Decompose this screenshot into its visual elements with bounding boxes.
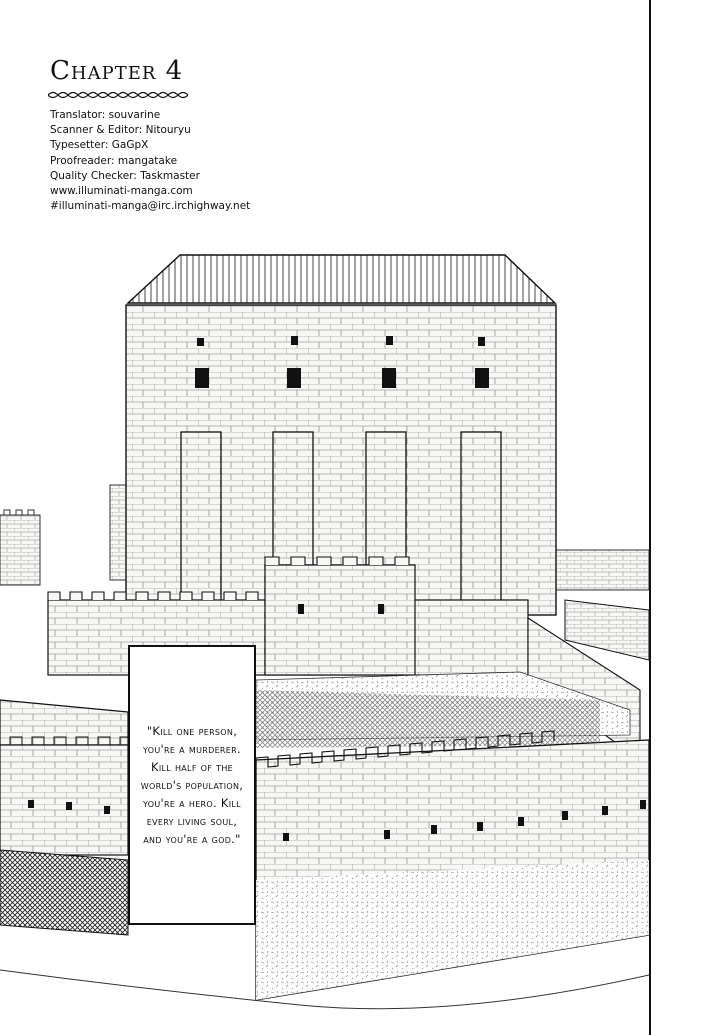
credit-quality-checker: Quality Checker: Taskmaster (50, 169, 200, 182)
credit-irc-channel: #illuminati-manga@irc.irchighway.net (50, 200, 251, 213)
fortress-illustration (0, 240, 649, 1035)
chapter-title: Chapter 4 (50, 56, 184, 86)
credit-translator: Translator: souvarine (50, 109, 161, 121)
ornament-divider (48, 90, 188, 100)
credit-scanner-editor: Scanner & Editor: Nitouryu (50, 124, 191, 137)
credit-proofreader: Proofreader: mangatake (50, 154, 178, 167)
credit-website: www.illuminati-manga.com (50, 185, 193, 198)
quote-caption-box (128, 645, 256, 925)
quote-text: "Kill one person, you're a murderer. Kill half of the world's population, you're a hero. Kill every living soul, and you're a god." (140, 724, 244, 846)
page-border-right (649, 0, 651, 1035)
credit-typesetter: Typesetter: GaGpX (50, 139, 149, 152)
credits-list (50, 108, 250, 214)
